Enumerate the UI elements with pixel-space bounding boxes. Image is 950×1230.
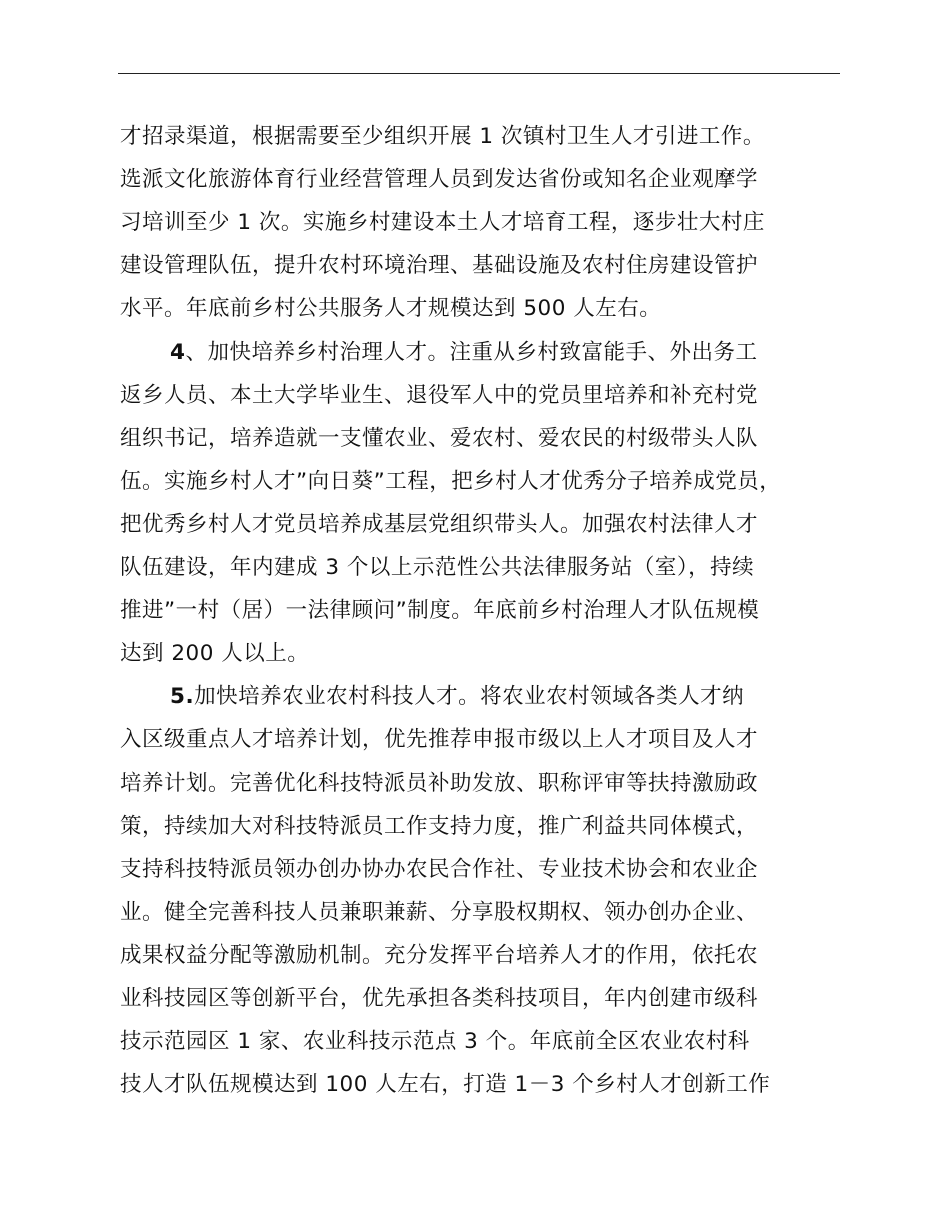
text-line [120, 805, 758, 849]
text-line [120, 718, 758, 762]
text-line [120, 762, 758, 806]
item-number: 5. [170, 684, 195, 710]
text-line [120, 201, 765, 245]
line-text: 伍。实施乡村人才”向日葵”工程，把乡村人才优秀分子培养成党员， [120, 468, 782, 494]
line-text: 返乡人员、本土大学毕业生、退役军人中的党员里培养和补充村党 [120, 382, 759, 408]
text-line [120, 1063, 770, 1107]
text-line [120, 287, 661, 331]
text-line [120, 632, 309, 676]
line-text: 组织书记，培养造就一支懂农业、爱农村、爱农民的村级带头人队 [120, 425, 759, 451]
line-text: 培养计划。完善优化科技特派员补助发放、职称评审等扶持激励政 [120, 770, 759, 796]
text-line [120, 977, 758, 1021]
line-text: 技人才队伍规模达到 100 人左右，打造 1－3 个乡村人才创新工作 [120, 1072, 771, 1098]
header-rule [118, 73, 840, 74]
line-text: 推进”一村（居）一法律顾问”制度。年底前乡村治理人才队伍规模 [120, 598, 760, 624]
text-line [120, 417, 758, 461]
text-line [120, 244, 758, 288]
line-text: 成果权益分配等激励机制。充分发挥平台培养人才的作用，依托农 [120, 942, 759, 968]
line-text: 才招录渠道，根据需要至少组织开展 1 次镇村卫生人才引进工作。 [120, 124, 765, 149]
text-line [120, 589, 759, 633]
text-line [120, 374, 758, 418]
line-text: 、加快培养乡村治理人才。注重从乡村致富能手、外出务工 [185, 339, 758, 365]
line-text: 把优秀乡村人才党员培养成基层党组织带头人。加强农村法律人才 [120, 511, 759, 537]
text-line [120, 546, 754, 590]
line-text: 队伍建设，年内建成 3 个以上示范性公共法律服务站（室），持续 [120, 555, 755, 580]
line-text: 选派文化旅游体育行业经营管理人员到发达省份或知名企业观摩学 [120, 167, 759, 193]
line-text: 达到 200 人以上。 [120, 641, 310, 667]
line-text: 水平。年底前乡村公共服务人才规模达到 500 人左右。 [120, 296, 662, 322]
line-text: 业。健全完善科技人员兼职兼薪、分享股权期权、领办创办企业、 [120, 899, 759, 925]
line-text: 技示范园区 1 家、农业科技示范点 3 个。年底前全区农业农村科 [120, 1029, 750, 1055]
text-line [120, 115, 765, 159]
text-line [170, 675, 744, 719]
line-text: 加快培养农业农村科技人才。将农业农村领域各类人才纳 [194, 684, 745, 710]
text-line [120, 934, 758, 978]
text-line [120, 460, 781, 504]
line-text: 策，持续加大对科技特派员工作支持力度，推广利益共同体模式， [120, 813, 759, 839]
text-line [120, 503, 758, 547]
text-line [120, 848, 758, 892]
line-text: 建设管理队伍，提升农村环境治理、基础设施及农村住房建设管护 [120, 253, 759, 279]
text-line [120, 1020, 750, 1064]
text-line [170, 331, 757, 375]
line-text: 支持科技特派员领办创办协办农民合作社、专业技术协会和农业企 [120, 856, 759, 882]
text-line [120, 158, 758, 202]
item-number: 4 [170, 339, 186, 365]
line-text: 习培训至少 1 次。实施乡村建设本土人才培育工程，逐步壮大村庄 [120, 210, 765, 236]
line-text: 入区级重点人才培养计划，优先推荐申报市级以上人才项目及人才 [120, 727, 759, 753]
text-line [120, 891, 758, 935]
line-text: 业科技园区等创新平台，优先承担各类科技项目，年内创建市级科 [120, 986, 759, 1011]
